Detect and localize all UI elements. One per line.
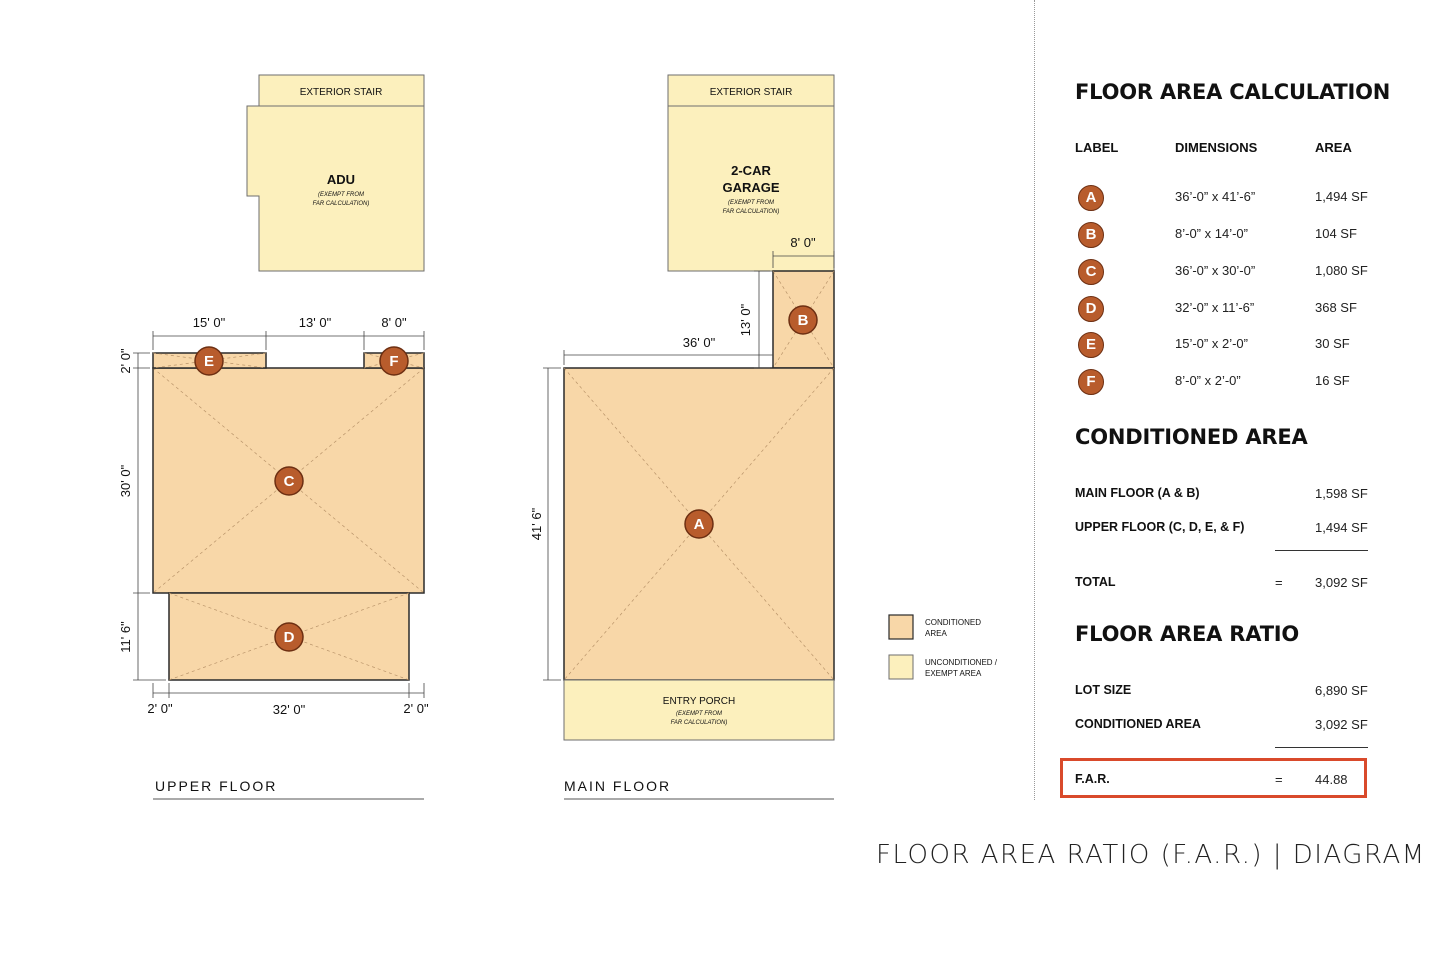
calc-row-c	[1075, 257, 1375, 287]
svg-text:D: D	[283, 629, 295, 646]
svg-text:C: C	[283, 473, 295, 490]
dim-main-width: 36' 0"	[682, 335, 716, 350]
row-badge: D	[1078, 296, 1104, 322]
row-badge: C	[1078, 259, 1104, 285]
porch-label: ENTRY PORCH	[662, 696, 736, 707]
lot-size-label: LOT SIZE	[1075, 683, 1132, 697]
row-area: 30 SF	[1315, 336, 1350, 351]
legend-unconditioned-1: UNCONDITIONED /	[925, 658, 997, 667]
main-floor-label: MAIN FLOOR (A & B)	[1075, 486, 1200, 500]
upper-stair-label: EXTERIOR STAIR	[299, 87, 383, 98]
porch-note-1: (EXEMPT FROM	[676, 711, 722, 717]
calc-title: FLOOR AREA CALCULATION	[1075, 80, 1391, 104]
porch-note-2: FAR CALCULATION)	[670, 720, 728, 726]
badge-f	[380, 347, 408, 375]
adu-note-1: (EXEMPT FROM	[318, 192, 364, 198]
far-equals: =	[1275, 772, 1283, 787]
total-value: 3,092 SF	[1315, 575, 1368, 590]
col-label: LABEL	[1075, 140, 1119, 155]
far-title: FLOOR AREA RATIO	[1075, 622, 1300, 646]
adu-block	[247, 75, 424, 271]
row-area: 368 SF	[1315, 300, 1357, 315]
row-dimensions: 8’-0” x 14’-0”	[1175, 226, 1248, 241]
svg-text:A: A	[693, 516, 705, 533]
garage-label-1: 2-CAR	[731, 163, 771, 178]
adu-room	[247, 106, 424, 271]
total-equals: =	[1275, 575, 1283, 590]
svg-text:B: B	[797, 312, 809, 329]
row-badge: B	[1078, 222, 1104, 248]
conditioned-area-label: CONDITIONED AREA	[1075, 717, 1201, 731]
main-floor-title: MAIN FLOOR	[564, 778, 672, 794]
lot-size-value: 6,890 SF	[1315, 683, 1368, 698]
legend-conditioned-1: CONDITIONED	[925, 618, 981, 627]
calc-row-f	[1075, 367, 1375, 397]
svg-text:F: F	[389, 353, 399, 370]
upper-floor-value: 1,494 SF	[1315, 520, 1368, 535]
row-area: 1,080 SF	[1315, 263, 1368, 278]
conditioned-area-value: 3,092 SF	[1315, 717, 1368, 732]
main-stair-label: EXTERIOR STAIR	[709, 87, 793, 98]
calc-row-a	[1075, 183, 1375, 213]
conditioned-title: CONDITIONED AREA	[1075, 425, 1308, 449]
row-dimensions: 36’-0” x 41’-6”	[1175, 189, 1256, 204]
garage-note-1: (EXEMPT FROM	[728, 200, 774, 206]
row-dimensions: 8’-0” x 2’-0”	[1175, 373, 1241, 388]
row-badge: F	[1078, 369, 1104, 395]
subtotal-rule	[1275, 550, 1368, 551]
total-label: TOTAL	[1075, 575, 1116, 589]
dim-left-2: 2' 0"	[118, 348, 133, 374]
dim-left-30: 30' 0"	[118, 464, 133, 498]
dim-left-11: 11' 6"	[118, 621, 133, 653]
far-label: F.A.R.	[1075, 772, 1110, 786]
row-dimensions: 36’-0” x 30’-0”	[1175, 263, 1256, 278]
sheet-title: FLOOR AREA RATIO (F.A.R.) | DIAGRAM	[876, 840, 1426, 870]
far-rule	[1275, 747, 1368, 748]
dim-top-13: 13' 0"	[298, 315, 332, 330]
row-dimensions: 15’-0” x 2’-0”	[1175, 336, 1248, 351]
legend-conditioned-swatch	[889, 615, 913, 639]
legend-unconditioned-swatch	[889, 655, 913, 679]
main-floor-value: 1,598 SF	[1315, 486, 1368, 501]
legend-conditioned-2: AREA	[925, 629, 947, 638]
row-area: 104 SF	[1315, 226, 1357, 241]
badge-a	[685, 510, 713, 538]
dim-main-height: 41' 6"	[529, 507, 544, 541]
calc-row-d	[1075, 294, 1375, 324]
row-area: 1,494 SF	[1315, 189, 1368, 204]
adu-note-2: FAR CALCULATION)	[312, 201, 370, 207]
col-dimensions: DIMENSIONS	[1175, 140, 1258, 155]
badge-b	[789, 306, 817, 334]
dim-bottom-32: 32' 0"	[272, 702, 306, 717]
upper-floor-plan	[118, 315, 429, 799]
svg-text:E: E	[203, 353, 215, 370]
row-area: 16 SF	[1315, 373, 1350, 388]
badge-c	[275, 467, 303, 495]
entry-porch	[564, 680, 834, 740]
calc-row-e	[1075, 330, 1375, 360]
col-area: AREA	[1315, 140, 1352, 155]
dim-b-height: 13' 0"	[738, 303, 753, 337]
dim-bottom-2-right: 2' 0"	[403, 701, 429, 716]
upper-floor-title: UPPER FLOOR	[155, 778, 278, 794]
garage-note-2: FAR CALCULATION)	[722, 209, 780, 215]
main-floor-plan	[529, 75, 834, 799]
dim-top-8: 8' 0"	[381, 315, 407, 330]
upper-floor-label: UPPER FLOOR (C, D, E, & F)	[1075, 520, 1245, 534]
row-dimensions: 32’-0” x 11’-6”	[1175, 300, 1255, 315]
far-value: 44.88	[1315, 772, 1348, 787]
badge-d	[275, 623, 303, 651]
dim-bottom-2-left: 2' 0"	[147, 701, 173, 716]
calc-row-b	[1075, 220, 1375, 250]
row-badge: A	[1078, 185, 1104, 211]
legend-unconditioned-2: EXEMPT AREA	[925, 669, 982, 678]
row-badge: E	[1078, 332, 1104, 358]
dim-top-15: 15' 0"	[192, 315, 226, 330]
legend	[889, 615, 998, 679]
badge-e	[195, 347, 223, 375]
panel-divider	[1034, 0, 1035, 800]
garage-label-2: GARAGE	[722, 180, 780, 195]
dim-b-width: 8' 0"	[790, 235, 816, 250]
adu-label: ADU	[326, 172, 356, 187]
